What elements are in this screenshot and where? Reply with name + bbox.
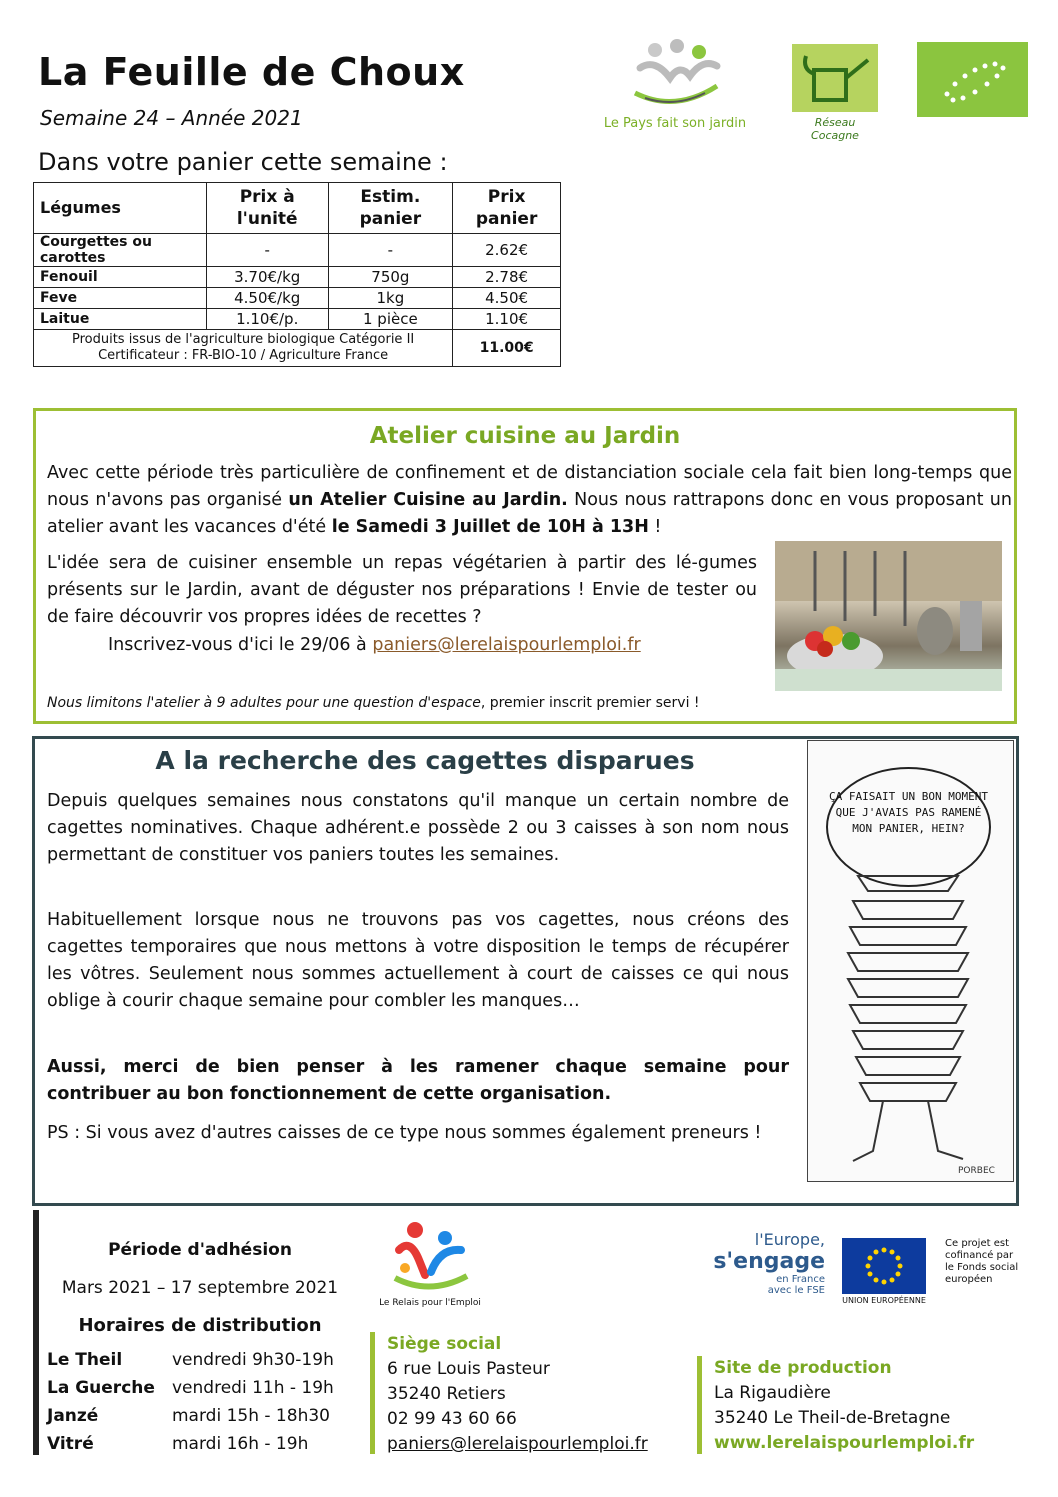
kitchen-photo-icon	[775, 541, 1002, 691]
production-site-city: 35240 Le Theil-de-Bretagne	[714, 1408, 951, 1428]
basket-price-table	[33, 182, 561, 367]
certification-line: Certificateur : FR-BIO-10 / Agriculture France	[98, 348, 389, 363]
table-cell: Feve	[34, 288, 207, 309]
basket-total: 11.00€	[453, 330, 561, 367]
text-run: Nous nous rattrapons donc en vous proposant un atelier avant les vacances d'été	[47, 490, 1012, 537]
crates-cartoon	[807, 740, 1014, 1182]
table-header: Prix panier	[453, 183, 561, 234]
europe-line: l'Europe,	[754, 1230, 825, 1249]
head-office-title: Siège social	[387, 1334, 502, 1354]
text-run: !	[648, 517, 662, 537]
website-link[interactable]: www.lerelaispourlemploi.fr	[714, 1433, 975, 1453]
production-site-address	[714, 1356, 974, 1456]
eu-stars-icon	[842, 1238, 926, 1294]
europe-line: en France	[776, 1274, 825, 1285]
head-office-city: 35240 Retiers	[387, 1384, 506, 1404]
table-cell: 2.62€	[453, 234, 561, 267]
table-cell: 4.50€/kg	[206, 288, 328, 309]
europe-line: avec le FSE	[767, 1285, 825, 1296]
cagettes-call-to-action: Aussi, merci de bien penser à les ramener chaque semaine pour contribuer au bon fonctionnement de cette organisation.	[47, 1057, 789, 1104]
signup-email-link[interactable]: paniers@lerelaispourlemploi.fr	[372, 635, 641, 655]
table-cell: 2.78€	[453, 267, 561, 288]
text-run-bold: un Atelier Cuisine au Jardin.	[288, 490, 568, 510]
distribution-hours-title: Horaires de distribution	[78, 1315, 322, 1336]
cagettes-title: A la recherche des cagettes disparues	[155, 746, 695, 775]
text-run: Avec cette période très particulière de confinement et de distanciation sociale cela fait bien long-temps que nous n'avons pas organisé	[47, 463, 1012, 510]
table-cell: 4.50€	[453, 288, 561, 309]
cocagne-logo	[790, 44, 880, 142]
table-cell: Laitue	[34, 309, 207, 330]
pays-jardin-caption: Le Pays fait son jardin	[603, 116, 747, 131]
production-site-title: Site de production	[714, 1358, 892, 1378]
cartoon-signature: PORBEC	[958, 1166, 995, 1176]
signup-text: Inscrivez-vous d'ici le 29/06 à	[108, 635, 373, 655]
people-logo-icon	[625, 38, 725, 108]
hours-time: mardi 16h - 19h	[172, 1434, 309, 1454]
certification-line: Produits issus de l'agriculture biologique Catégorie II	[71, 332, 415, 347]
footer-left-bar	[33, 1210, 39, 1455]
basket-heading: Dans votre panier cette semaine :	[38, 148, 448, 176]
production-accent-bar	[697, 1356, 702, 1454]
table-cell: Fenouil	[34, 267, 207, 288]
certification-note	[34, 330, 453, 367]
eu-flag-icon	[842, 1238, 926, 1294]
europe-engage-logo	[705, 1230, 825, 1300]
hours-place: Vitré	[47, 1434, 94, 1454]
cagettes-paragraph: Habituellement lorsque nous ne trouvons pas vos cagettes, nous créons des cagettes temporaires que nous mettons à votre disposition le temps de récupérer les vôtres. Seulement nous sommes actuellement à court de caisses ce qui nous oblige à courir chaque semaine pour combler les manques…	[47, 910, 789, 1011]
table-cell: 3.70€/kg	[206, 267, 328, 288]
stacked-crates-icon	[808, 741, 1013, 1181]
cagettes-paragraph: Depuis quelques semaines nous constatons qu'il manque un certain nombre de cagettes nominatives. Chaque adhérent.e possède 2 ou 3 caisses à son nom nous permettant de constituer vos paniers toutes les semaines.	[47, 791, 789, 865]
hours-time: vendredi 9h30-19h	[172, 1350, 334, 1370]
siege-accent-bar	[370, 1332, 375, 1454]
table-cell: Courgettes ou carottes	[34, 234, 207, 267]
table-cell: 750g	[328, 267, 453, 288]
table-row	[34, 267, 561, 288]
hours-place: La Guerche	[47, 1378, 155, 1398]
hours-row	[47, 1350, 334, 1370]
hours-time: mardi 15h - 18h30	[172, 1406, 330, 1426]
table-header: Prix à l'unité	[206, 183, 328, 234]
hours-row	[47, 1378, 334, 1398]
atelier-signup	[108, 635, 641, 655]
hours-row	[47, 1406, 330, 1426]
table-cell: 1kg	[328, 288, 453, 309]
cagettes-ps: PS : Si vous avez d'autres caisses de ce type nous sommes également preneurs !	[47, 1123, 762, 1143]
eu-organic-leaf-logo	[917, 42, 1028, 117]
relais-people-icon	[385, 1220, 475, 1290]
table-footer-row	[34, 330, 561, 367]
table-header: Légumes	[34, 183, 207, 234]
table-cell: -	[328, 234, 453, 267]
atelier-title: Atelier cuisine au Jardin	[369, 423, 681, 449]
table-row	[34, 309, 561, 330]
atelier-details: L'idée sera de cuisiner ensemble un repas végétarien à partir des lé-gumes présents sur le Jardin, avant de déguster nos préparations ! Envie de tester ou de faire découvrir vos propres idées de recettes ?	[47, 553, 757, 627]
note-rest: , premier inscrit premier servi !	[480, 695, 700, 711]
membership-period-value: Mars 2021 – 17 septembre 2021	[61, 1278, 339, 1298]
table-cell: -	[206, 234, 328, 267]
atelier-note	[47, 695, 700, 711]
head-office-email-link[interactable]: paniers@lerelaispourlemploi.fr	[387, 1434, 648, 1454]
table-row	[34, 234, 561, 267]
page-title: La Feuille de Choux	[38, 50, 465, 94]
hours-row	[47, 1434, 308, 1454]
eu-label: UNION EUROPÉENNE	[842, 1296, 926, 1305]
table-row	[34, 288, 561, 309]
pays-jardin-logo	[585, 38, 765, 143]
table-cell: 1.10€	[453, 309, 561, 330]
note-italic: Nous limitons l'atelier à 9 adultes pour une question d'espace	[47, 695, 481, 711]
organic-leaf-icon	[917, 42, 1028, 117]
head-office-phone: 02 99 43 60 66	[387, 1409, 517, 1429]
hours-place: Janzé	[47, 1406, 99, 1426]
text-run-bold: le Samedi 3 Juillet de 10H à 13H	[331, 517, 649, 537]
cartoon-speech-bubble: ÇA FAISAIT UN BON MOMENT QUE J'AVAIS PAS RAMENÉ MON PANIER, HEIN?	[826, 767, 991, 887]
head-office-address	[387, 1332, 648, 1457]
europe-line: s'engage	[713, 1249, 825, 1274]
membership-period-title: Période d'adhésion	[108, 1240, 292, 1260]
table-cell: 1 pièce	[328, 309, 453, 330]
cocagne-caption: Réseau Cocagne	[811, 116, 859, 142]
relais-caption: Le Relais pour l'Emploi	[379, 1298, 481, 1308]
production-site-place: La Rigaudière	[714, 1383, 831, 1403]
head-office-street: 6 rue Louis Pasteur	[387, 1359, 550, 1379]
hours-place: Le Theil	[47, 1350, 123, 1370]
relais-emploi-logo	[375, 1220, 485, 1318]
page-subtitle: Semaine 24 – Année 2021	[40, 106, 303, 130]
watering-can-icon	[792, 44, 878, 112]
kitchen-utensils-photo	[775, 541, 1002, 691]
eu-funding-note: Ce projet est cofinancé par le Fonds social européen	[945, 1238, 1019, 1285]
table-header: Estim. panier	[328, 183, 453, 234]
atelier-intro	[47, 460, 1012, 541]
hours-time: vendredi 11h - 19h	[172, 1378, 334, 1398]
table-cell: 1.10€/p.	[206, 309, 328, 330]
